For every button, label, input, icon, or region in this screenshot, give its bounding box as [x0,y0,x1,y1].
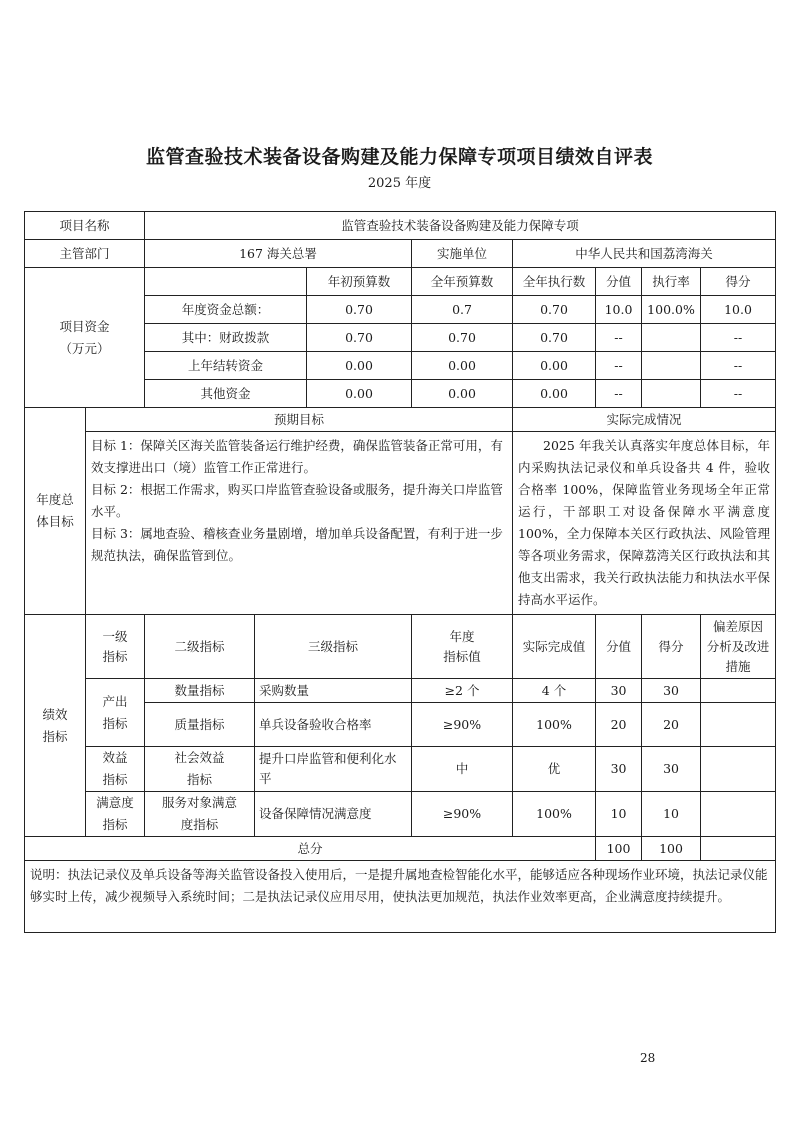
perf-score-val: 30 [596,679,642,703]
perf-target: ≥2 个 [412,679,513,703]
total-score-val: 100 [596,837,642,861]
perf-level2: 数量指标 [145,679,255,703]
row-note [25,861,776,933]
funds-row-exec: 0.00 [513,352,596,380]
actual-completion-header: 实际完成情况 [513,408,776,432]
perf-label: 绩效 指标 [25,615,86,837]
dept-value: 167 海关总署 [145,240,412,268]
funds-row-init: 0.70 [307,324,412,352]
funds-row-score: -- [701,380,776,408]
funds-row-rate [642,352,701,380]
unit-label: 实施单位 [412,240,513,268]
project-name-label: 项目名称 [25,212,145,240]
funds-row-score-val: -- [596,324,642,352]
perf-level2: 服务对象满意 度指标 [145,792,255,837]
perf-score: 30 [642,747,701,792]
row-goals-header [25,408,776,432]
perf-actual: 100% [513,703,596,747]
funds-row-name: 上年结转资金 [145,352,307,380]
funds-row-full: 0.00 [412,352,513,380]
perf-level2: 质量指标 [145,703,255,747]
goal-item: 目标 3：属地查验、稽核查业务量剧增，增加单兵设备配置，有利于进一步规范执法，确保监管到位。 [91,526,503,563]
funds-row-score-val: 10.0 [596,296,642,324]
row-total [25,837,776,861]
perf-row-quantity [25,679,776,703]
perf-score-val: 20 [596,703,642,747]
perf-deviation [701,747,776,792]
perf-header-score-val: 分值 [596,615,642,679]
perf-level3: 采购数量 [255,679,412,703]
funds-row-name: 其中：财政拨款 [145,324,307,352]
perf-score-val: 30 [596,747,642,792]
funds-row-init: 0.00 [307,380,412,408]
dept-label: 主管部门 [25,240,145,268]
note-text: 说明：执法记录仪及单兵设备等海关监管设备投入使用后，一是提升属地查检智能化水平，能够适应各种现场作业环境，执法记录仪能够实时上传，减少视频导入系统时间；二是执法记录仪应用尽用，使执法更加规范，执法作业效率更高，企业满意度持续提升。 [25,861,776,933]
total-label: 总分 [25,837,596,861]
total-score: 100 [642,837,701,861]
perf-actual: 4 个 [513,679,596,703]
funds-row-score: 10.0 [701,296,776,324]
perf-actual: 100% [513,792,596,837]
funds-row-full: 0.00 [412,380,513,408]
funds-row-full: 0.70 [412,324,513,352]
perf-header-level3: 三级指标 [255,615,412,679]
goal-item: 目标 2：根据工作需求，购买口岸监管查验设备或服务，提升海关口岸监管水平。 [91,482,503,519]
unit-value: 中华人民共和国荔湾海关 [513,240,776,268]
perf-row-benefit [25,747,776,792]
funds-row-score-val: -- [596,380,642,408]
funds-row-init: 0.70 [307,296,412,324]
funds-header-blank [145,268,307,296]
perf-level3: 单兵设备验收合格率 [255,703,412,747]
funds-header-init: 年初预算数 [307,268,412,296]
funds-label: 项目资金 （万元） [25,268,145,408]
funds-row-score: -- [701,324,776,352]
funds-row-score: -- [701,352,776,380]
perf-level1: 产出 指标 [86,679,145,747]
funds-row-score-val: -- [596,352,642,380]
expected-goals [86,432,513,615]
funds-header-exec: 全年执行数 [513,268,596,296]
perf-header-deviation: 偏差原因 分析及改进 措施 [701,615,776,679]
funds-header-score-val: 分值 [596,268,642,296]
project-name-value: 监管查验技术装备设备购建及能力保障专项 [145,212,776,240]
expected-goals-header: 预期目标 [86,408,513,432]
perf-header-target: 年度 指标值 [412,615,513,679]
funds-row-rate: 100.0% [642,296,701,324]
perf-level1: 效益 指标 [86,747,145,792]
perf-level3: 设备保障情况满意度 [255,792,412,837]
perf-header-level2: 二级指标 [145,615,255,679]
row-perf-header [25,615,776,679]
perf-score: 20 [642,703,701,747]
perf-header-score: 得分 [642,615,701,679]
funds-row-full: 0.7 [412,296,513,324]
perf-target: ≥90% [412,703,513,747]
perf-header-actual: 实际完成值 [513,615,596,679]
row-funds-header [25,268,776,296]
funds-row-rate [642,380,701,408]
page-number: 28 [640,1051,656,1065]
perf-score-val: 10 [596,792,642,837]
row-goals-body [25,432,776,615]
perf-deviation [701,703,776,747]
funds-header-score: 得分 [701,268,776,296]
perf-level2: 社会效益 指标 [145,747,255,792]
perf-deviation [701,679,776,703]
page-title: 监管查验技术装备设备购建及能力保障专项项目绩效自评表 [145,146,653,168]
perf-actual: 优 [513,747,596,792]
funds-row-name: 其他资金 [145,380,307,408]
perf-level1: 满意度 指标 [86,792,145,837]
perf-header-level1: 一级 指标 [86,615,145,679]
perf-score: 10 [642,792,701,837]
goals-label: 年度总 体目标 [25,408,86,615]
row-department [25,240,776,268]
evaluation-table [24,211,776,933]
perf-deviation [701,792,776,837]
actual-completion: 2025 年我关认真落实年度总体目标，年内采购执法记录仪和单兵设备共 4 件，验收合格率 100%，保障监管业务现场全年正常运行，干部职工对设备保障水平满意度 100%，全力保障本关区行政执法、风险管理等各项业务需求，保障荔湾关区行政执法和其他支出需求，我关行政执法能力和执法水平保持高水平运作。 [513,432,776,615]
funds-row-name: 年度资金总额： [145,296,307,324]
funds-row-exec: 0.00 [513,380,596,408]
total-deviation [701,837,776,861]
funds-header-full: 全年预算数 [412,268,513,296]
year-label: 2025 年度 [367,176,432,191]
perf-target: ≥90% [412,792,513,837]
goal-item: 目标 1：保障关区海关监管装备运行维护经费，确保监管装备正常可用，有效支撑进出口（境）监管工作正常进行。 [91,438,503,475]
perf-row-satisfaction [25,792,776,837]
funds-row-rate [642,324,701,352]
funds-row-exec: 0.70 [513,296,596,324]
perf-target: 中 [412,747,513,792]
funds-row-exec: 0.70 [513,324,596,352]
perf-level3: 提升口岸监管和便利化水平 [255,747,412,792]
perf-score: 30 [642,679,701,703]
funds-header-rate: 执行率 [642,268,701,296]
row-project-name [25,212,776,240]
funds-row-init: 0.00 [307,352,412,380]
